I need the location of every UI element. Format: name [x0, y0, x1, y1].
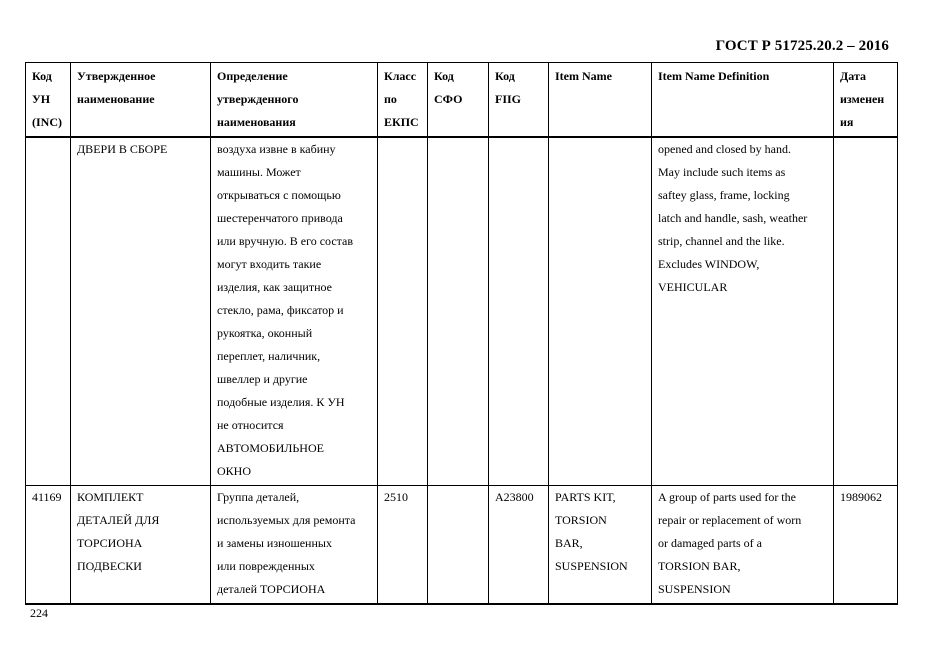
header-approved-name: Утвержденное наименование	[71, 63, 211, 138]
nomenclature-table	[25, 62, 898, 605]
cell-approved-name: ДВЕРИ В СБОРЕ	[71, 137, 211, 486]
cell-item-name-definition: A group of parts used for the repair or replacement of worn or damaged parts of a TORSION BAR, SUSPENSION	[652, 486, 834, 605]
table-header	[26, 63, 898, 138]
cell-inc-code: 41169	[26, 486, 71, 605]
document-standard-header: ГОСТ Р 51725.20.2 – 2016	[715, 38, 889, 54]
header-change-date: Дата изменен ия	[834, 63, 898, 138]
cell-fiig-code: A23800	[489, 486, 549, 605]
cell-sfo-code	[428, 137, 489, 486]
page-number: 224	[30, 606, 48, 620]
header-fiig-code: Код FIIG	[489, 63, 549, 138]
cell-sfo-code	[428, 486, 489, 605]
cell-item-name-definition: opened and closed by hand. May include such items as saftey glass, frame, locking latch and handle, sash, weather strip, channel and the like. Excludes WINDOW, VEHICULAR	[652, 137, 834, 486]
header-ekps-class: Класс по ЕКПС	[378, 63, 428, 138]
cell-approved-name: КОМПЛЕКТ ДЕТАЛЕЙ ДЛЯ ТОРСИОНА ПОДВЕСКИ	[71, 486, 211, 605]
cell-item-name	[549, 137, 652, 486]
table-row	[26, 486, 898, 605]
cell-definition: Группа деталей, используемых для ремонта и замены изношенных или поврежденных деталей ТОРСИОНА	[211, 486, 378, 605]
cell-ekps-class: 2510	[378, 486, 428, 605]
cell-ekps-class	[378, 137, 428, 486]
header-row	[26, 63, 898, 138]
cell-change-date	[834, 137, 898, 486]
table-row	[26, 137, 898, 486]
header-item-name-definition: Item Name Definition	[652, 63, 834, 138]
cell-change-date: 1989062	[834, 486, 898, 605]
header-item-name: Item Name	[549, 63, 652, 138]
cell-definition: воздуха извне в кабину машины. Может открываться с помощью шестеренчатого привода или вручную. В его состав могут входить такие изделия, как защитное стекло, рама, фиксатор и рукоятка, оконный переплет, наличник, швеллер и другие подобные изделия. К УН не относится АВТОМОБИЛЬНОЕ ОКНО	[211, 137, 378, 486]
cell-item-name: PARTS KIT, TORSION BAR, SUSPENSION	[549, 486, 652, 605]
header-sfo-code: Код СФО	[428, 63, 489, 138]
header-definition: Определение утвержденного наименования	[211, 63, 378, 138]
header-inc-code: Код УН (INC)	[26, 63, 71, 138]
cell-fiig-code	[489, 137, 549, 486]
cell-inc-code	[26, 137, 71, 486]
